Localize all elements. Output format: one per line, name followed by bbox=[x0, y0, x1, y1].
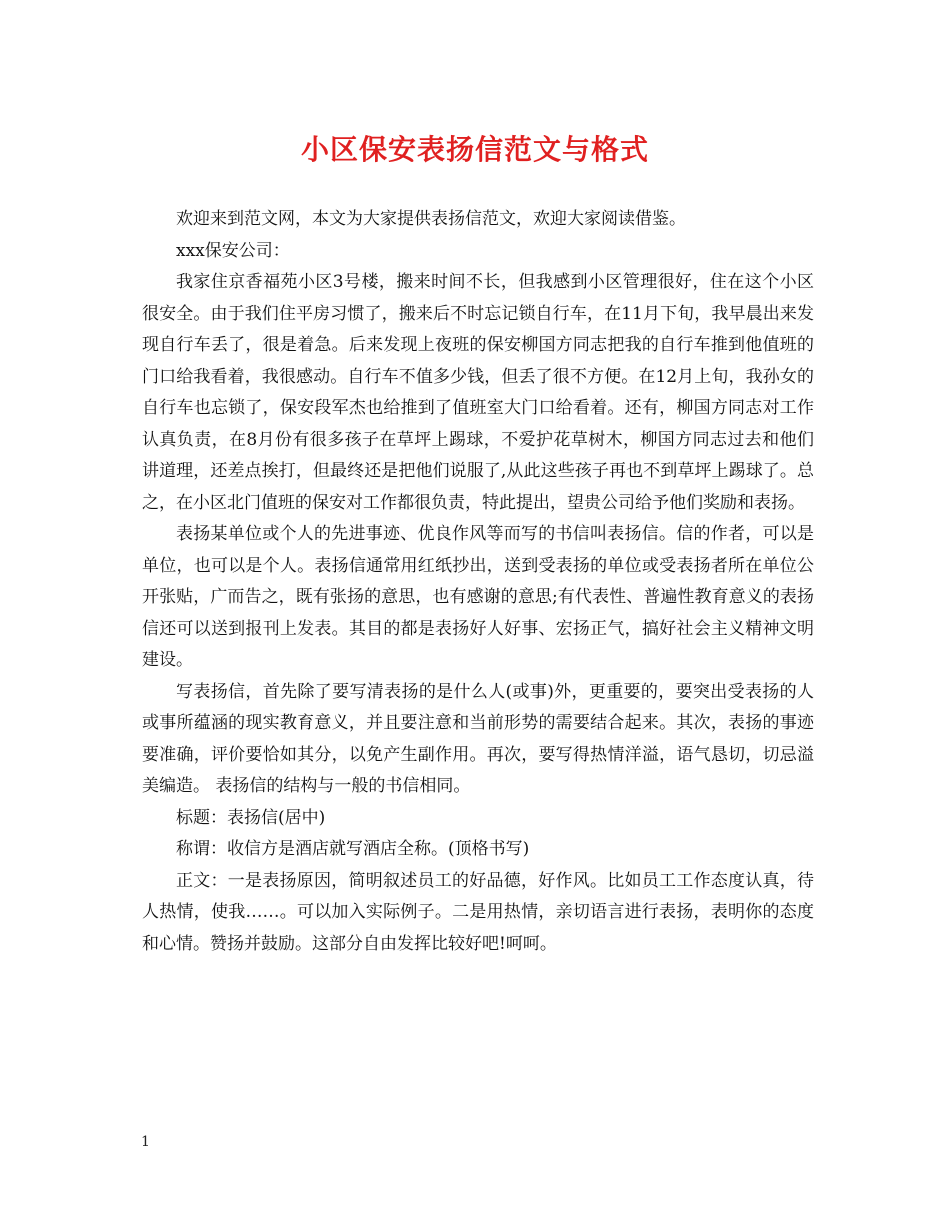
paragraph-format-body: 正文：一是表扬原因，简明叙述员工的好品德，好作风。比如员工工作态度认真，待人热情，使我……。可以加入实际例子。二是用热情，亲切语言进行表扬，表明你的态度和心情。赞扬并鼓励。这部分自由发挥比较好吧!呵呵。 bbox=[142, 870, 814, 954]
document-body bbox=[142, 204, 814, 960]
document-title: 小区保安表扬信范文与格式 bbox=[300, 133, 649, 166]
paragraph-format-title: 标题：表扬信(居中) bbox=[176, 807, 326, 828]
paragraph-letter-body: 我家住京香福苑小区3号楼，搬来时间不长，但我感到小区管理很好，住在这个小区很安全。由于我们住平房习惯了，搬来后不时忘记锁自行车，在11月下旬，我早晨出来发现自行车丢了，很是着急。后来发现上夜班的保安柳国方同志把我的自行车推到他值班的门口给我看着，我很感动。自行车不值多少钱，但丢了很不方便。在12月上旬，我孙女的自行车也忘锁了，保安段军杰也给推到了值班室大门口给看着。还有，柳国方同志对工作认真负责，在8月份有很多孩子在草坪上踢球，不爱护花草树木，柳国方同志过去和他们讲道理，还差点挨打，但最终还是把他们说服了,从此这些孩子再也不到草坪上踢球了。总之，在小区北门值班的保安对工作都很负责，特此提出，望贵公司给予他们奖励和表扬。 bbox=[142, 272, 814, 513]
paragraph-salutation: xxx保安公司： bbox=[176, 240, 290, 261]
paragraph-writing-guide: 写表扬信，首先除了要写清表扬的是什么人(或事)外，更重要的，要突出受表扬的人或事所蕴涵的现实教育意义，并且要注意和当前形势的需要结合起来。其次，表扬的事迹要准确，评价要恰如其分，以免产生副作用。再次，要写得热情洋溢，语气恳切，切忌溢美编造。 表扬信的结构与一般的书信相同。 bbox=[142, 681, 814, 796]
paragraph-intro: 欢迎来到范文网，本文为大家提供表扬信范文，欢迎大家阅读借鉴。 bbox=[176, 209, 686, 229]
paragraph-format-address: 称谓：收信方是酒店就写酒店全称。(顶格书写) bbox=[176, 839, 530, 859]
paragraph-definition: 表扬某单位或个人的先进事迹、优良作风等而写的书信叫表扬信。信的作者，可以是单位，也可以是个人。表扬信通常用红纸抄出，送到受表扬的单位或受表扬者所在单位公开张贴，广而告之，既有张扬的意思，也有感谢的意思;有代表性、普遍性教育意义的表扬信还可以送到报刊上发表。其目的都是表扬好人好事、宏扬正气，搞好社会主义精神文明建设。 bbox=[142, 524, 814, 670]
page-number: 1 bbox=[141, 1134, 150, 1150]
